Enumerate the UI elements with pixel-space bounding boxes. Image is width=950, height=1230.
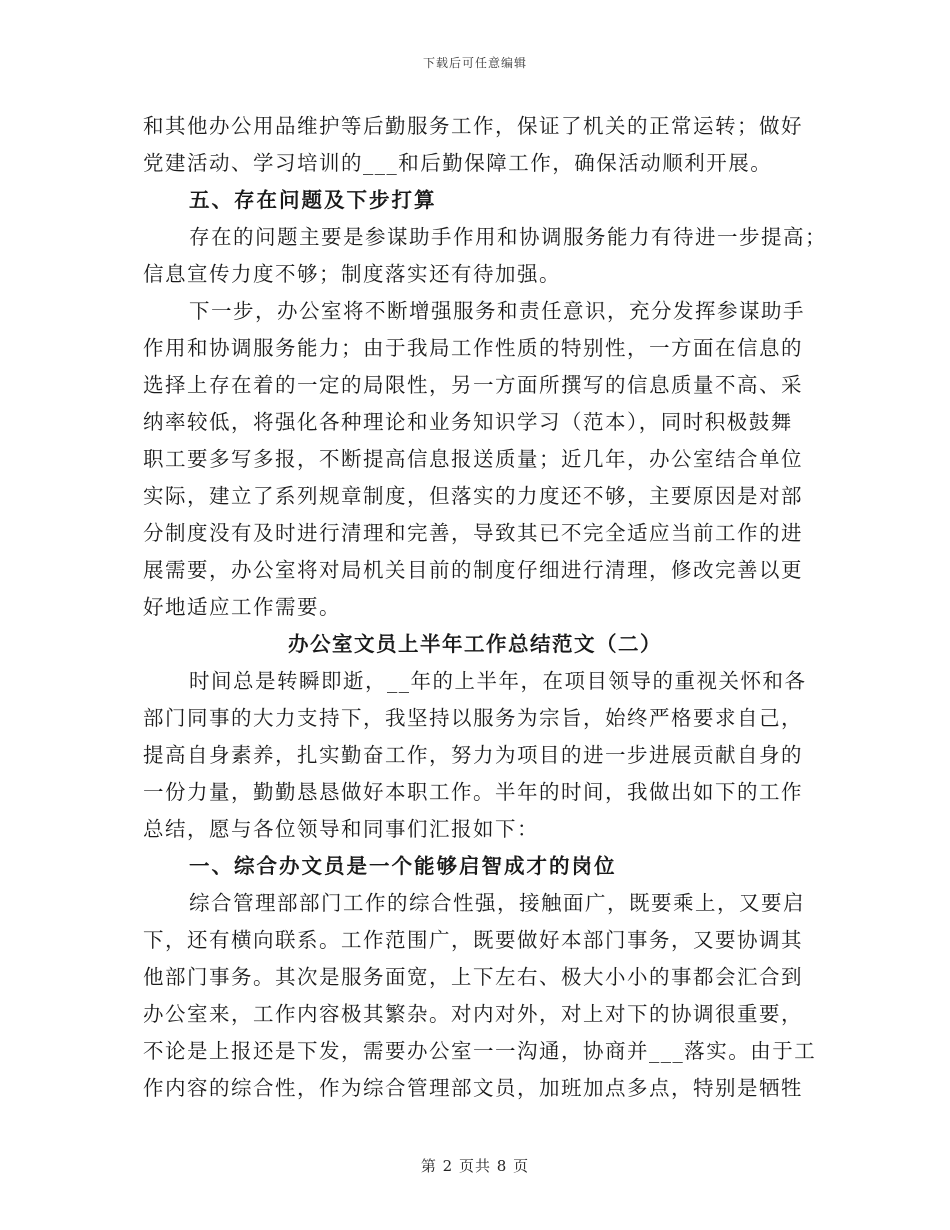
paragraph-line: 职工要多写多报，不断提高信息报送质量；近几年，办公室结合单位 bbox=[143, 447, 803, 471]
paragraph-line: 办公室来，工作内容极其繁杂。对内对外，对上对下的协调很重要， bbox=[143, 1002, 803, 1026]
paragraph-line: 下一步，办公室将不断增强服务和责任意识，充分发挥参谋助手 bbox=[189, 299, 805, 323]
paragraph-line: 和其他办公用品维护等后勤服务工作，保证了机关的正常运转；做好 bbox=[143, 114, 803, 138]
paragraph-line: 下，还有横向联系。工作范围广，既要做好本部门事务，又要协调其 bbox=[143, 928, 803, 952]
paragraph-line: 好地适应工作需要。 bbox=[143, 595, 341, 619]
paragraph-line: 部门同事的大力支持下，我坚持以服务为宗旨，始终严格要求自己， bbox=[143, 706, 803, 730]
paragraph-line: 纳率较低，将强化各种理论和业务知识学习（范本），同时积极鼓舞 bbox=[143, 410, 793, 434]
section-heading: 一、综合办文员是一个能够启智成才的岗位 bbox=[189, 854, 617, 878]
paragraph-line: 存在的问题主要是参谋助手作用和协调服务能力有待进一步提高； bbox=[189, 225, 827, 249]
paragraph-line: 分制度没有及时进行清理和完善，导致其已不完全适应当前工作的进 bbox=[143, 521, 803, 545]
paragraph-line: 实际，建立了系列规章制度，但落实的力度还不够，主要原因是对部 bbox=[143, 484, 803, 508]
paragraph-line: 总结，愿与各位领导和同事们汇报如下： bbox=[143, 817, 539, 841]
section-heading: 五、存在问题及下步打算 bbox=[189, 188, 437, 212]
paragraph-line: 信息宣传力度不够；制度落实还有待加强。 bbox=[143, 262, 561, 286]
document-body bbox=[143, 108, 827, 1107]
article-title: 办公室文员上半年工作总结范文（二） bbox=[288, 632, 662, 656]
paragraph-line: 时间总是转瞬即逝，__年的上半年，在项目领导的重视关怀和各 bbox=[189, 669, 807, 693]
paragraph-line: 不论是上报还是下发，需要办公室一一沟通，协商并___落实。由于工 bbox=[143, 1039, 817, 1063]
paragraph-line: 作内容的综合性，作为综合管理部文员，加班加点多点，特别是牺牲 bbox=[143, 1076, 803, 1100]
paragraph-line: 展需要，办公室将对局机关目前的制度仔细进行清理，修改完善以更 bbox=[143, 558, 803, 582]
paragraph-line: 他部门事务。其次是服务面宽，上下左右、极大小小的事都会汇合到 bbox=[143, 965, 803, 989]
paragraph-line: 综合管理部部门工作的综合性强，接触面广，既要乘上，又要启 bbox=[189, 891, 805, 915]
paragraph-line: 提高自身素养，扎实勤奋工作，努力为项目的进一步进展贡献自身的 bbox=[143, 743, 803, 767]
paragraph-line: 党建活动、学习培训的___和后勤保障工作，确保活动顺利开展。 bbox=[143, 151, 773, 175]
paragraph-line: 作用和协调服务能力；由于我局工作性质的特别性，一方面在信息的 bbox=[143, 336, 803, 360]
paragraph-line: 选择上存在着的一定的局限性，另一方面所撰写的信息质量不高、采 bbox=[143, 373, 803, 397]
page-header: 下载后可任意编辑 bbox=[422, 56, 527, 70]
page-footer: 第 2 页共 8 页 bbox=[420, 1157, 530, 1175]
paragraph-line: 一份力量，勤勤恳恳做好本职工作。半年的时间，我做出如下的工作 bbox=[143, 780, 803, 804]
